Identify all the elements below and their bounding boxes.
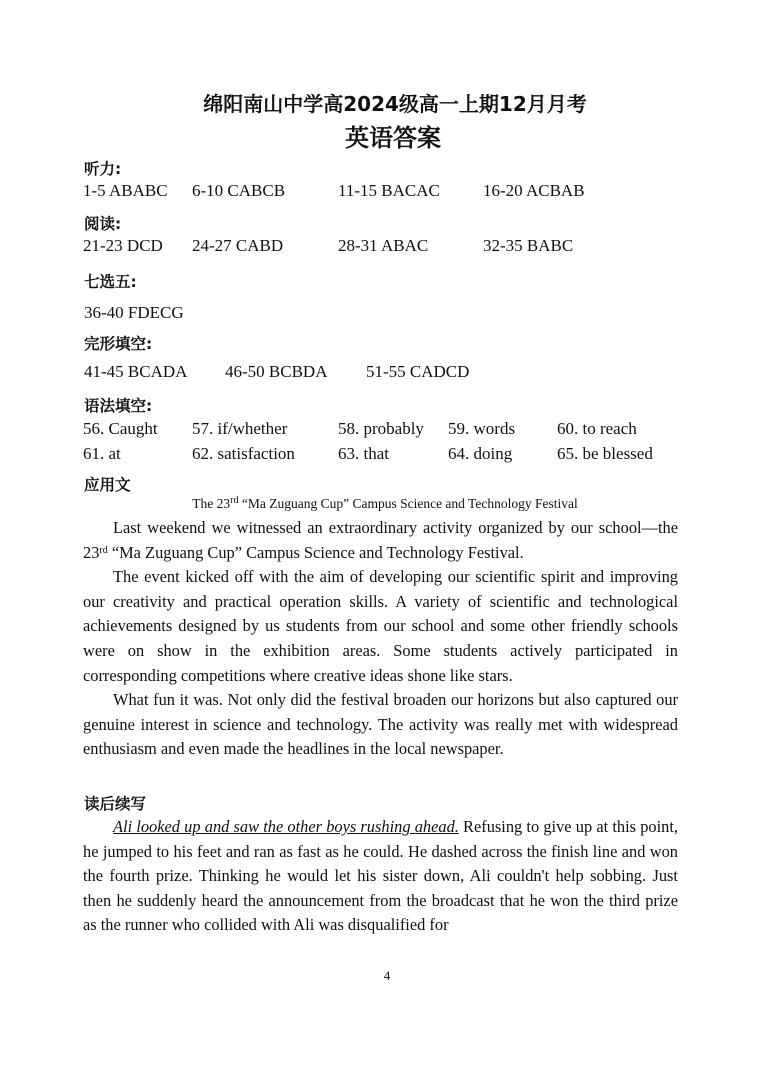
section-heading-continuation-writing: 读后续写 bbox=[84, 795, 147, 813]
section-heading-cloze: 完形填空: bbox=[84, 335, 153, 353]
essay-paragraph: What fun it was. Not only did the festival broaden our horizons but also captured our genuine interest in science and technology. The activity was really met with widespread enthusiasm and even made the headlines in the local newspaper. bbox=[83, 690, 678, 759]
answer-item: 63. that bbox=[338, 444, 389, 463]
section-heading-reading: 阅读: bbox=[84, 215, 122, 233]
continuation-writing-body bbox=[83, 815, 678, 938]
answer-group: 1-5 ABABC bbox=[83, 181, 168, 200]
answer-key-title: 英语答案 bbox=[345, 124, 441, 152]
answer-group: 6-10 CABCB bbox=[192, 181, 286, 200]
answer-group: 28-31 ABAC bbox=[338, 236, 429, 255]
essay-title: The 23rd “Ma Zuguang Cup” Campus Science and Technology Festival bbox=[192, 495, 578, 511]
answer-item: 62. satisfaction bbox=[192, 444, 295, 463]
answer-group: 32-35 BABC bbox=[483, 236, 574, 255]
section-heading-grammar: 语法填空: bbox=[84, 397, 153, 415]
answer-group: 21-23 DCD bbox=[83, 236, 163, 255]
answer-item: 56. Caught bbox=[83, 419, 158, 438]
answer-item: 60. to reach bbox=[557, 419, 637, 438]
answer-group: 16-20 ACBAB bbox=[483, 181, 585, 200]
answer-item: 57. if/whether bbox=[192, 419, 288, 438]
page-number: 4 bbox=[383, 968, 391, 983]
essay-paragraph: The event kicked off with the aim of developing our scientific spirit and improving our creativity and practical operation skills. A variety of scientific and technological achievements designed by us students from our school and some other friendly schools were on show in the exhibition areas. Some students actively participated in corresponding competitions where creative ideas shone like stars. bbox=[83, 567, 678, 685]
answer-group: 36-40 FDECG bbox=[84, 303, 184, 322]
answer-item: 64. doing bbox=[448, 444, 513, 463]
answer-item: 65. be blessed bbox=[557, 444, 653, 463]
section-heading-listening: 听力: bbox=[84, 160, 122, 178]
exam-title: 绵阳南山中学高2024级高一上期12月月考 bbox=[203, 92, 587, 116]
answer-group: 11-15 BACAC bbox=[338, 181, 440, 200]
answer-group: 51-55 CADCD bbox=[366, 362, 470, 381]
answer-group: 24-27 CABD bbox=[192, 236, 284, 255]
answer-item: 58. probably bbox=[338, 419, 424, 438]
answer-group: 41-45 BCADA bbox=[84, 362, 188, 381]
answer-item: 59. words bbox=[448, 419, 516, 438]
answer-item: 61. at bbox=[83, 444, 121, 463]
section-heading-seven-choose-five: 七选五: bbox=[84, 273, 137, 291]
answer-group: 46-50 BCBDA bbox=[225, 362, 328, 381]
continuation-paragraph: Ali looked up and saw the other boys rushing ahead. Refusing to give up at this point, he jumped to his feet and ran as fast as he could. He dashed across the finish line and won the fourth prize. Thinking he would let his sister down, Ali couldn't help sobbing. Just then he suddenly heard the announcement from the broadcast that he won the third prize as the runner who collided with Ali was disqualified for bbox=[83, 817, 678, 935]
section-heading-practical-writing: 应用文 bbox=[84, 476, 131, 494]
given-opening-sentence: Ali looked up and saw the other boys rushing ahead. bbox=[113, 817, 459, 836]
essay-paragraph: Last weekend we witnessed an extraordinary activity organized by our school—the 23rd “Ma Zuguang Cup” Campus Science and Technology Festival. bbox=[83, 518, 678, 562]
practical-writing-body bbox=[83, 516, 678, 762]
